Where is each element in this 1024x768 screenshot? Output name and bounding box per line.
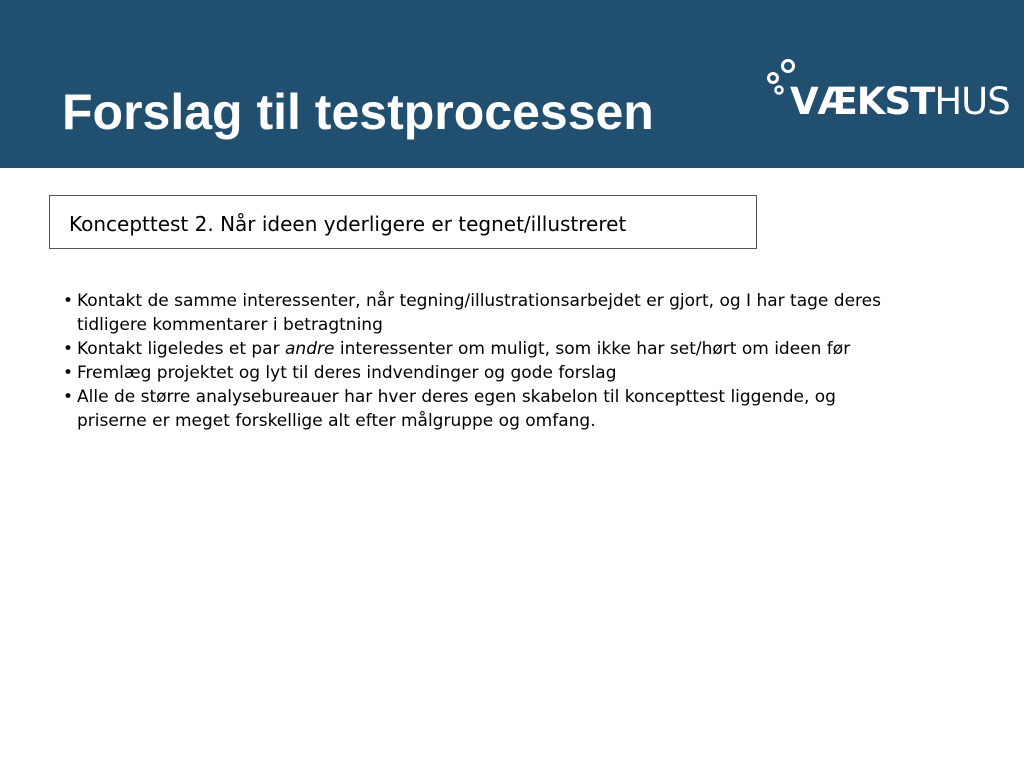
- slide-subtitle: Koncepttest 2. Når ideen yderligere er tegnet/illustreret: [69, 212, 627, 236]
- bullet-item: [61, 289, 901, 337]
- bullet-item: [61, 385, 901, 433]
- bullet-dot: •: [63, 363, 74, 383]
- subtitle-box: [49, 195, 757, 249]
- bullet-dot: •: [63, 339, 74, 359]
- logo-wordmark: [790, 80, 1010, 124]
- bullet-list: [61, 289, 901, 433]
- bullet-dot: •: [63, 291, 74, 311]
- bullet-emphasis: andre: [285, 339, 335, 359]
- logo-bold-text: VÆKST: [790, 80, 935, 123]
- bullet-item: [61, 337, 901, 361]
- bullet-dot: •: [63, 387, 74, 407]
- bullet-text-after: interessenter om muligt, som ikke har set/hørt om ideen før: [334, 339, 851, 359]
- bullet-text-before: Kontakt ligeledes et par: [77, 339, 285, 359]
- bullet-item: [61, 361, 901, 385]
- bullet-text: Kontakt de samme interessenter, når tegning/illustrationsarbejdet er gjort, og I har tage deres tidligere kommentarer i betragtning: [77, 291, 881, 335]
- logo-light-text: HUS: [934, 80, 1010, 123]
- slide-title: Forslag til testprocessen: [62, 84, 654, 140]
- bullet-text: Fremlæg projektet og lyt til deres indvendinger og gode forslag: [77, 363, 617, 383]
- vaeksthus-logo: [764, 56, 1010, 126]
- bullet-text: Alle de større analysebureauer har hver deres egen skabelon til koncepttest liggende, og priserne er meget forskellige alt efter målgruppe og omfang.: [77, 387, 836, 431]
- header-banner: [0, 0, 1024, 168]
